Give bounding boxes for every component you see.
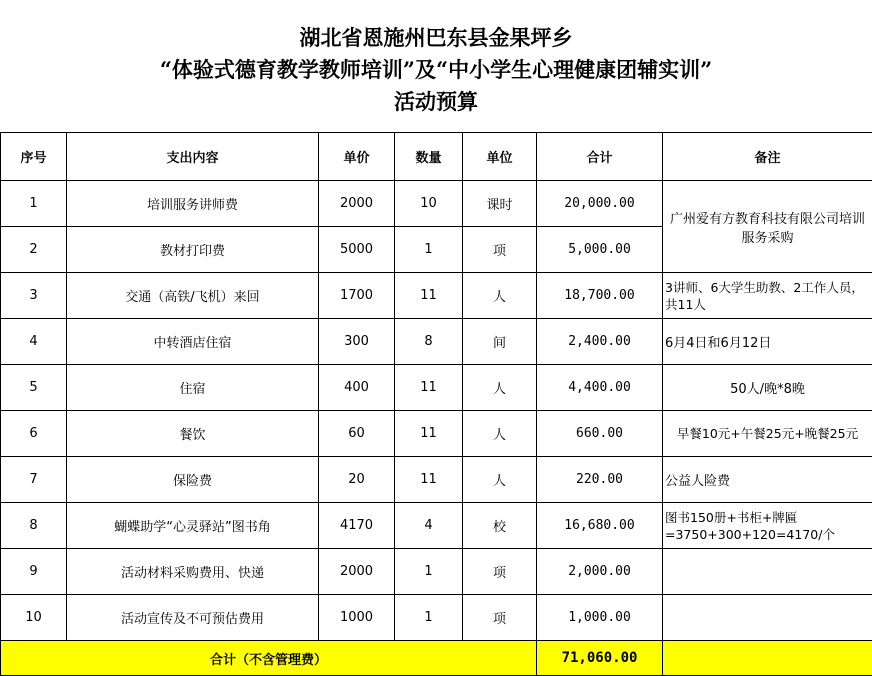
title-line-1: 湖北省恩施州巴东县金果坪乡: [0, 24, 872, 52]
cell-subtotal: 1,000.00: [537, 595, 663, 641]
cell-no: 10: [1, 595, 67, 641]
cell-no: 9: [1, 549, 67, 595]
table-row: [1, 411, 872, 457]
cell-qty: 1: [395, 595, 463, 641]
header-subtotal: 合计: [537, 133, 663, 181]
table-row: [1, 595, 872, 641]
table-row: [1, 181, 872, 227]
table-row: [1, 457, 872, 503]
cell-no: 7: [1, 457, 67, 503]
cell-no: 6: [1, 411, 67, 457]
cell-note: 早餐10元+午餐25元+晚餐25元: [663, 411, 872, 457]
cell-price: 2000: [319, 181, 395, 227]
cell-unit: 项: [463, 227, 537, 273]
cell-unit: 人: [463, 411, 537, 457]
cell-unit: 人: [463, 457, 537, 503]
header-unit: 单位: [463, 133, 537, 181]
cell-subtotal: 2,000.00: [537, 549, 663, 595]
cell-no: 1: [1, 181, 67, 227]
cell-content: 教材打印费: [67, 227, 319, 273]
cell-no: 2: [1, 227, 67, 273]
cell-content: 蝴蝶助学“心灵驿站”图书角: [67, 503, 319, 549]
cell-content: 中转酒店住宿: [67, 319, 319, 365]
cell-price: 1700: [319, 273, 395, 319]
cell-unit: 项: [463, 595, 537, 641]
header-content: 支出内容: [67, 133, 319, 181]
total-label: 合计（不含管理费）: [1, 641, 537, 676]
cell-note: [663, 549, 872, 595]
cell-qty: 10: [395, 181, 463, 227]
cell-price: 60: [319, 411, 395, 457]
cell-no: 3: [1, 273, 67, 319]
cell-note: 3讲师、6大学生助教、2工作人员，共11人: [663, 273, 872, 319]
table-row: [1, 503, 872, 549]
cell-no: 8: [1, 503, 67, 549]
cell-subtotal: 2,400.00: [537, 319, 663, 365]
title-block: [0, 0, 872, 133]
cell-price: 300: [319, 319, 395, 365]
cell-unit: 课时: [463, 181, 537, 227]
table-row: [1, 365, 872, 411]
cell-price: 5000: [319, 227, 395, 273]
cell-note: 公益人险费: [663, 457, 872, 503]
cell-note: 图书150册+书柜+牌匾=3750+300+120=4170/个: [663, 503, 872, 549]
cell-subtotal: 20,000.00: [537, 181, 663, 227]
cell-subtotal: 16,680.00: [537, 503, 663, 549]
cell-qty: 11: [395, 411, 463, 457]
cell-unit: 人: [463, 273, 537, 319]
cell-price: 4170: [319, 503, 395, 549]
total-note: [663, 641, 872, 676]
cell-price: 400: [319, 365, 395, 411]
cell-note: 6月4日和6月12日: [663, 319, 872, 365]
title-line-2: “体验式德育教学教师培训”及“中小学生心理健康团辅实训”: [0, 56, 872, 84]
header-note: 备注: [663, 133, 872, 181]
table-row: [1, 319, 872, 365]
cell-unit: 间: [463, 319, 537, 365]
cell-qty: 1: [395, 549, 463, 595]
cell-qty: 11: [395, 365, 463, 411]
cell-qty: 1: [395, 227, 463, 273]
cell-subtotal: 5,000.00: [537, 227, 663, 273]
cell-content: 活动宣传及不可预估费用: [67, 595, 319, 641]
cell-no: 5: [1, 365, 67, 411]
cell-price: 1000: [319, 595, 395, 641]
header-row: [1, 133, 872, 181]
cell-unit: 项: [463, 549, 537, 595]
cell-qty: 11: [395, 273, 463, 319]
cell-note-merged: 广州爱有方教育科技有限公司培训服务采购: [663, 181, 872, 273]
header-no: 序号: [1, 133, 67, 181]
cell-no: 4: [1, 319, 67, 365]
table-row: [1, 549, 872, 595]
total-amount: 71,060.00: [537, 641, 663, 676]
total-row: [1, 641, 872, 676]
cell-qty: 8: [395, 319, 463, 365]
cell-subtotal: 220.00: [537, 457, 663, 503]
table-row: [1, 273, 872, 319]
budget-table: [0, 132, 872, 676]
cell-unit: 人: [463, 365, 537, 411]
cell-note: [663, 595, 872, 641]
cell-unit: 校: [463, 503, 537, 549]
cell-note: 50人/晚*8晚: [663, 365, 872, 411]
cell-content: 住宿: [67, 365, 319, 411]
cell-content: 保险费: [67, 457, 319, 503]
cell-subtotal: 660.00: [537, 411, 663, 457]
cell-qty: 11: [395, 457, 463, 503]
cell-price: 20: [319, 457, 395, 503]
cell-subtotal: 4,400.00: [537, 365, 663, 411]
title-line-3: 活动预算: [0, 88, 872, 116]
cell-content: 培训服务讲师费: [67, 181, 319, 227]
cell-content: 交通（高铁/飞机）来回: [67, 273, 319, 319]
cell-subtotal: 18,700.00: [537, 273, 663, 319]
cell-price: 2000: [319, 549, 395, 595]
cell-content: 活动材料采购费用、快递: [67, 549, 319, 595]
cell-content: 餐饮: [67, 411, 319, 457]
cell-qty: 4: [395, 503, 463, 549]
header-qty: 数量: [395, 133, 463, 181]
header-price: 单价: [319, 133, 395, 181]
